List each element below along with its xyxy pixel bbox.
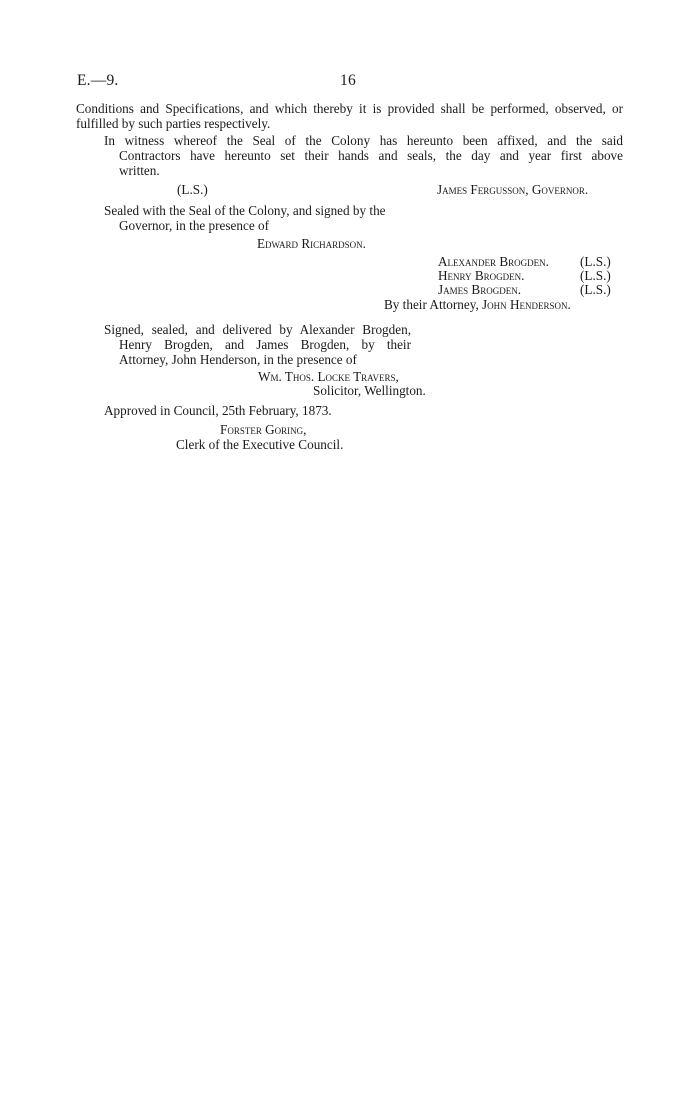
sealed-clause-line-2: Governor, in the presence of bbox=[119, 218, 269, 233]
witness-paragraph-line-2: Contractors have hereunto set their hands and seals, the day and year first above bbox=[119, 148, 623, 163]
clerk-title: Clerk of the Executive Council. bbox=[176, 437, 344, 452]
contractor-seal: (L.S.) bbox=[580, 254, 611, 269]
contractor-seal: (L.S.) bbox=[580, 282, 611, 297]
travers-title: Solicitor, Wellington. bbox=[313, 383, 426, 398]
attorney-name: John Henderson. bbox=[482, 297, 571, 312]
signed-clause-line-1: Signed, sealed, and delivered by Alexander Brogden, bbox=[104, 322, 411, 337]
sealed-clause-line-1: Sealed with the Seal of the Colony, and signed by the bbox=[104, 203, 386, 218]
contractor-signature: Alexander Brogden. bbox=[438, 254, 549, 269]
approval-line: Approved in Council, 25th February, 1873. bbox=[104, 403, 332, 418]
witness-paragraph-line-1: In witness whereof the Seal of the Colony has hereunto been affixed, and the said bbox=[104, 133, 623, 148]
seal-mark: (L.S.) bbox=[177, 182, 208, 197]
page-number: 16 bbox=[340, 72, 356, 89]
paragraph-conditions-line-2: fulfilled by such parties respectively. bbox=[76, 116, 271, 131]
attorney-line bbox=[384, 297, 571, 312]
attorney-prefix: By their Attorney, bbox=[384, 297, 479, 312]
paragraph-conditions-line-1: Conditions and Specifications, and which thereby it is provided shall be performed, observed, or bbox=[76, 101, 623, 116]
travers-signature: Wm. Thos. Locke Travers, bbox=[258, 369, 399, 384]
contractor-signature: James Brogden. bbox=[438, 282, 522, 297]
signed-clause-line-2: Henry Brogden, and James Brogden, by their bbox=[119, 337, 411, 352]
witness-richardson: Edward Richardson. bbox=[257, 236, 366, 251]
signed-clause-line-3: Attorney, John Henderson, in the presence of bbox=[119, 352, 357, 367]
governor-signature: James Fergusson, Governor. bbox=[437, 182, 589, 197]
contractor-signature: Henry Brogden. bbox=[438, 268, 525, 283]
witness-paragraph-line-3: written. bbox=[119, 163, 160, 178]
clerk-signature: Forster Goring, bbox=[220, 422, 307, 437]
document-reference: E.—9. bbox=[77, 72, 119, 89]
contractor-seal: (L.S.) bbox=[580, 268, 611, 283]
